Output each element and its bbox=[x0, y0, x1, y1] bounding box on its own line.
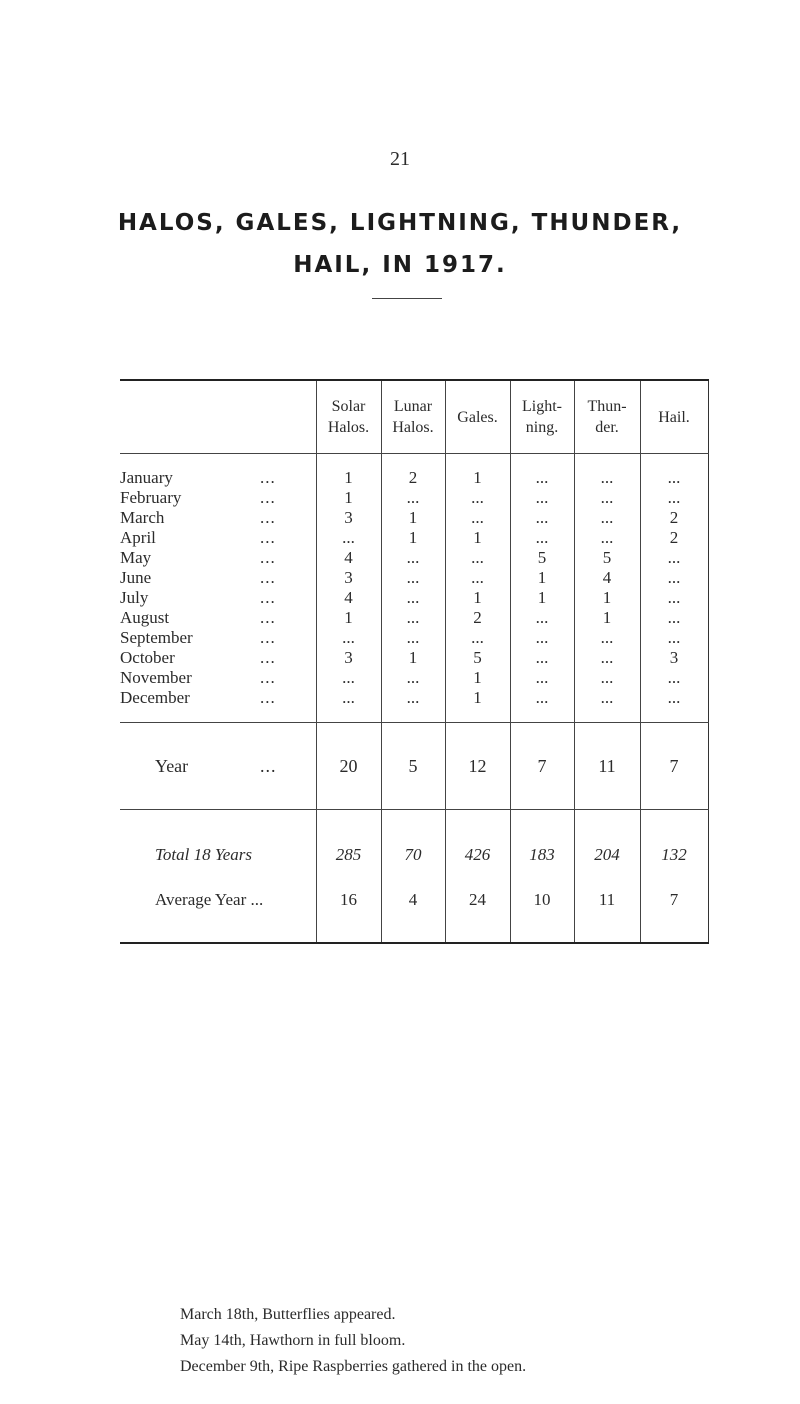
month-dots: ... bbox=[260, 488, 276, 507]
month-label-cell bbox=[120, 548, 316, 568]
month-name: October bbox=[120, 648, 175, 667]
average-gales: 24 bbox=[445, 878, 510, 943]
header-solar-halos bbox=[316, 380, 381, 454]
cell-solar: 4 bbox=[316, 548, 381, 568]
cell-thunder: 4 bbox=[574, 568, 640, 588]
month-name: February bbox=[120, 488, 182, 507]
cell-hail: 2 bbox=[640, 508, 708, 528]
table-row bbox=[120, 588, 708, 608]
cell-hail: ... bbox=[640, 588, 708, 608]
cell-lunar: 1 bbox=[381, 528, 445, 548]
cell-lightning: ... bbox=[510, 668, 574, 688]
cell-gales: ... bbox=[445, 488, 510, 508]
month-label-cell bbox=[120, 528, 316, 548]
total-18-years-row bbox=[120, 810, 708, 879]
cell-gales: ... bbox=[445, 548, 510, 568]
cell-hail: 2 bbox=[640, 528, 708, 548]
cell-lunar: ... bbox=[381, 628, 445, 648]
cell-thunder: 1 bbox=[574, 588, 640, 608]
cell-lunar: ... bbox=[381, 548, 445, 568]
cell-lightning: ... bbox=[510, 508, 574, 528]
cell-gales: 1 bbox=[445, 588, 510, 608]
month-name: August bbox=[120, 608, 170, 627]
month-label-cell bbox=[120, 568, 316, 588]
cell-thunder: ... bbox=[574, 668, 640, 688]
page-title-line-1: HALOS, GALES, LIGHTNING, THUNDER, bbox=[117, 210, 683, 236]
cell-gales: ... bbox=[445, 568, 510, 588]
cell-hail: ... bbox=[640, 568, 708, 588]
year-lightning: 7 bbox=[510, 723, 574, 810]
cell-solar: ... bbox=[316, 528, 381, 548]
average-solar: 16 bbox=[316, 878, 381, 943]
month-dots: ... bbox=[260, 668, 276, 687]
cell-solar: ... bbox=[316, 688, 381, 723]
table-row bbox=[120, 648, 708, 668]
year-dots: ... bbox=[260, 755, 277, 776]
cell-thunder: ... bbox=[574, 648, 640, 668]
cell-solar: ... bbox=[316, 668, 381, 688]
total-thunder: 204 bbox=[574, 810, 640, 879]
notes-section bbox=[180, 1302, 526, 1380]
month-label-cell bbox=[120, 608, 316, 628]
month-name: May bbox=[120, 548, 152, 567]
page-title-line-2: HAIL, IN 1917. bbox=[293, 252, 507, 278]
cell-lunar: ... bbox=[381, 488, 445, 508]
header-thunder bbox=[574, 380, 640, 454]
cell-gales: 5 bbox=[445, 648, 510, 668]
cell-lightning: ... bbox=[510, 648, 574, 668]
cell-gales: 1 bbox=[445, 668, 510, 688]
month-dots: ... bbox=[260, 588, 276, 607]
month-name: November bbox=[120, 668, 192, 687]
cell-lunar: ... bbox=[381, 568, 445, 588]
cell-gales: 2 bbox=[445, 608, 510, 628]
cell-thunder: ... bbox=[574, 488, 640, 508]
month-label-cell bbox=[120, 668, 316, 688]
cell-lightning: ... bbox=[510, 528, 574, 548]
year-hail: 7 bbox=[640, 723, 708, 810]
year-lunar: 5 bbox=[381, 723, 445, 810]
cell-hail: ... bbox=[640, 668, 708, 688]
header-gales: Gales. bbox=[445, 380, 510, 454]
table-row bbox=[120, 488, 708, 508]
table-row bbox=[120, 628, 708, 648]
month-name: July bbox=[120, 588, 149, 607]
average-thunder: 11 bbox=[574, 878, 640, 943]
cell-solar: 3 bbox=[316, 648, 381, 668]
cell-solar: 1 bbox=[316, 454, 381, 489]
header-lunar-line2: Halos. bbox=[392, 419, 434, 436]
total-solar: 285 bbox=[316, 810, 381, 879]
year-gales: 12 bbox=[445, 723, 510, 810]
cell-lightning: 5 bbox=[510, 548, 574, 568]
cell-lunar: ... bbox=[381, 688, 445, 723]
cell-solar: 3 bbox=[316, 568, 381, 588]
total-label: Total 18 Years bbox=[155, 845, 253, 864]
table-row bbox=[120, 548, 708, 568]
cell-gales: ... bbox=[445, 508, 510, 528]
header-thunder-line2: der. bbox=[595, 419, 619, 436]
total-lightning: 183 bbox=[510, 810, 574, 879]
cell-lunar: 2 bbox=[381, 454, 445, 489]
header-blank bbox=[120, 380, 316, 454]
month-name: June bbox=[120, 568, 152, 587]
table-header-row bbox=[120, 380, 708, 454]
year-solar: 20 bbox=[316, 723, 381, 810]
page-number: 21 bbox=[390, 148, 410, 170]
year-label-cell bbox=[120, 723, 316, 810]
month-label-cell bbox=[120, 454, 316, 489]
total-hail: 132 bbox=[640, 810, 708, 879]
cell-solar: ... bbox=[316, 628, 381, 648]
month-name: March bbox=[120, 508, 165, 527]
cell-lightning: ... bbox=[510, 454, 574, 489]
table-row bbox=[120, 668, 708, 688]
total-gales: 426 bbox=[445, 810, 510, 879]
average-lightning: 10 bbox=[510, 878, 574, 943]
month-name: December bbox=[120, 688, 190, 707]
cell-lightning: 1 bbox=[510, 588, 574, 608]
note-line: March 18th, Butterflies appeared. bbox=[180, 1306, 396, 1323]
header-thunder-line1: Thun- bbox=[587, 398, 627, 415]
cell-lunar: ... bbox=[381, 608, 445, 628]
title-divider bbox=[372, 298, 442, 299]
cell-gales: 1 bbox=[445, 688, 510, 723]
month-dots: ... bbox=[260, 628, 276, 647]
month-name: April bbox=[120, 528, 156, 547]
month-dots: ... bbox=[260, 648, 276, 667]
table-row bbox=[120, 508, 708, 528]
cell-lunar: 1 bbox=[381, 648, 445, 668]
cell-gales: 1 bbox=[445, 528, 510, 548]
table-row bbox=[120, 608, 708, 628]
month-label-cell bbox=[120, 588, 316, 608]
cell-hail: 3 bbox=[640, 648, 708, 668]
cell-solar: 1 bbox=[316, 608, 381, 628]
average-lunar: 4 bbox=[381, 878, 445, 943]
cell-thunder: 1 bbox=[574, 608, 640, 628]
month-dots: ... bbox=[260, 528, 276, 547]
header-solar-line2: Halos. bbox=[327, 419, 370, 436]
month-dots: ... bbox=[260, 688, 276, 707]
month-dots: ... bbox=[260, 468, 276, 487]
cell-thunder: ... bbox=[574, 454, 640, 489]
cell-lightning: ... bbox=[510, 688, 574, 723]
cell-solar: 1 bbox=[316, 488, 381, 508]
cell-lightning: 1 bbox=[510, 568, 574, 588]
cell-gales: ... bbox=[445, 628, 510, 648]
year-label: Year bbox=[155, 755, 189, 776]
month-label-cell bbox=[120, 628, 316, 648]
month-dots: ... bbox=[260, 508, 276, 527]
average-hail: 7 bbox=[640, 878, 708, 943]
month-name: January bbox=[120, 468, 173, 487]
month-label-cell bbox=[120, 488, 316, 508]
header-solar-line1: Solar bbox=[331, 398, 366, 415]
cell-gales: 1 bbox=[445, 454, 510, 489]
cell-hail: ... bbox=[640, 608, 708, 628]
total-lunar: 70 bbox=[381, 810, 445, 879]
header-lightning bbox=[510, 380, 574, 454]
month-label-cell bbox=[120, 648, 316, 668]
cell-solar: 4 bbox=[316, 588, 381, 608]
cell-solar: 3 bbox=[316, 508, 381, 528]
header-hail: Hail. bbox=[640, 380, 708, 454]
table-row bbox=[120, 568, 708, 588]
cell-thunder: ... bbox=[574, 508, 640, 528]
average-label: Average Year ... bbox=[155, 890, 264, 909]
table-row bbox=[120, 528, 708, 548]
table-row bbox=[120, 688, 708, 723]
header-lightning-line1: Light- bbox=[522, 398, 562, 415]
cell-lunar: 1 bbox=[381, 508, 445, 528]
cell-thunder: 5 bbox=[574, 548, 640, 568]
month-dots: ... bbox=[260, 568, 276, 587]
cell-hail: ... bbox=[640, 688, 708, 723]
month-dots: ... bbox=[260, 548, 276, 567]
cell-lightning: ... bbox=[510, 608, 574, 628]
cell-thunder: ... bbox=[574, 628, 640, 648]
year-total-row bbox=[120, 723, 708, 810]
weather-table bbox=[120, 379, 709, 944]
cell-lunar: ... bbox=[381, 588, 445, 608]
month-label-cell bbox=[120, 688, 316, 723]
header-lunar-line1: Lunar bbox=[393, 398, 433, 415]
note-line: December 9th, Ripe Raspberries gathered in the open. bbox=[180, 1358, 527, 1375]
cell-hail: ... bbox=[640, 488, 708, 508]
month-dots: ... bbox=[260, 608, 276, 627]
note-line: May 14th, Hawthorn in full bloom. bbox=[180, 1332, 406, 1349]
cell-lightning: ... bbox=[510, 628, 574, 648]
year-thunder: 11 bbox=[574, 723, 640, 810]
cell-lightning: ... bbox=[510, 488, 574, 508]
cell-hail: ... bbox=[640, 548, 708, 568]
table-row bbox=[120, 454, 708, 489]
cell-hail: ... bbox=[640, 454, 708, 489]
cell-thunder: ... bbox=[574, 688, 640, 723]
cell-hail: ... bbox=[640, 628, 708, 648]
month-name: September bbox=[120, 628, 193, 647]
header-lightning-line2: ning. bbox=[525, 419, 559, 436]
month-label-cell bbox=[120, 508, 316, 528]
header-lunar-halos bbox=[381, 380, 445, 454]
cell-lunar: ... bbox=[381, 668, 445, 688]
average-year-row bbox=[120, 878, 708, 943]
cell-thunder: ... bbox=[574, 528, 640, 548]
